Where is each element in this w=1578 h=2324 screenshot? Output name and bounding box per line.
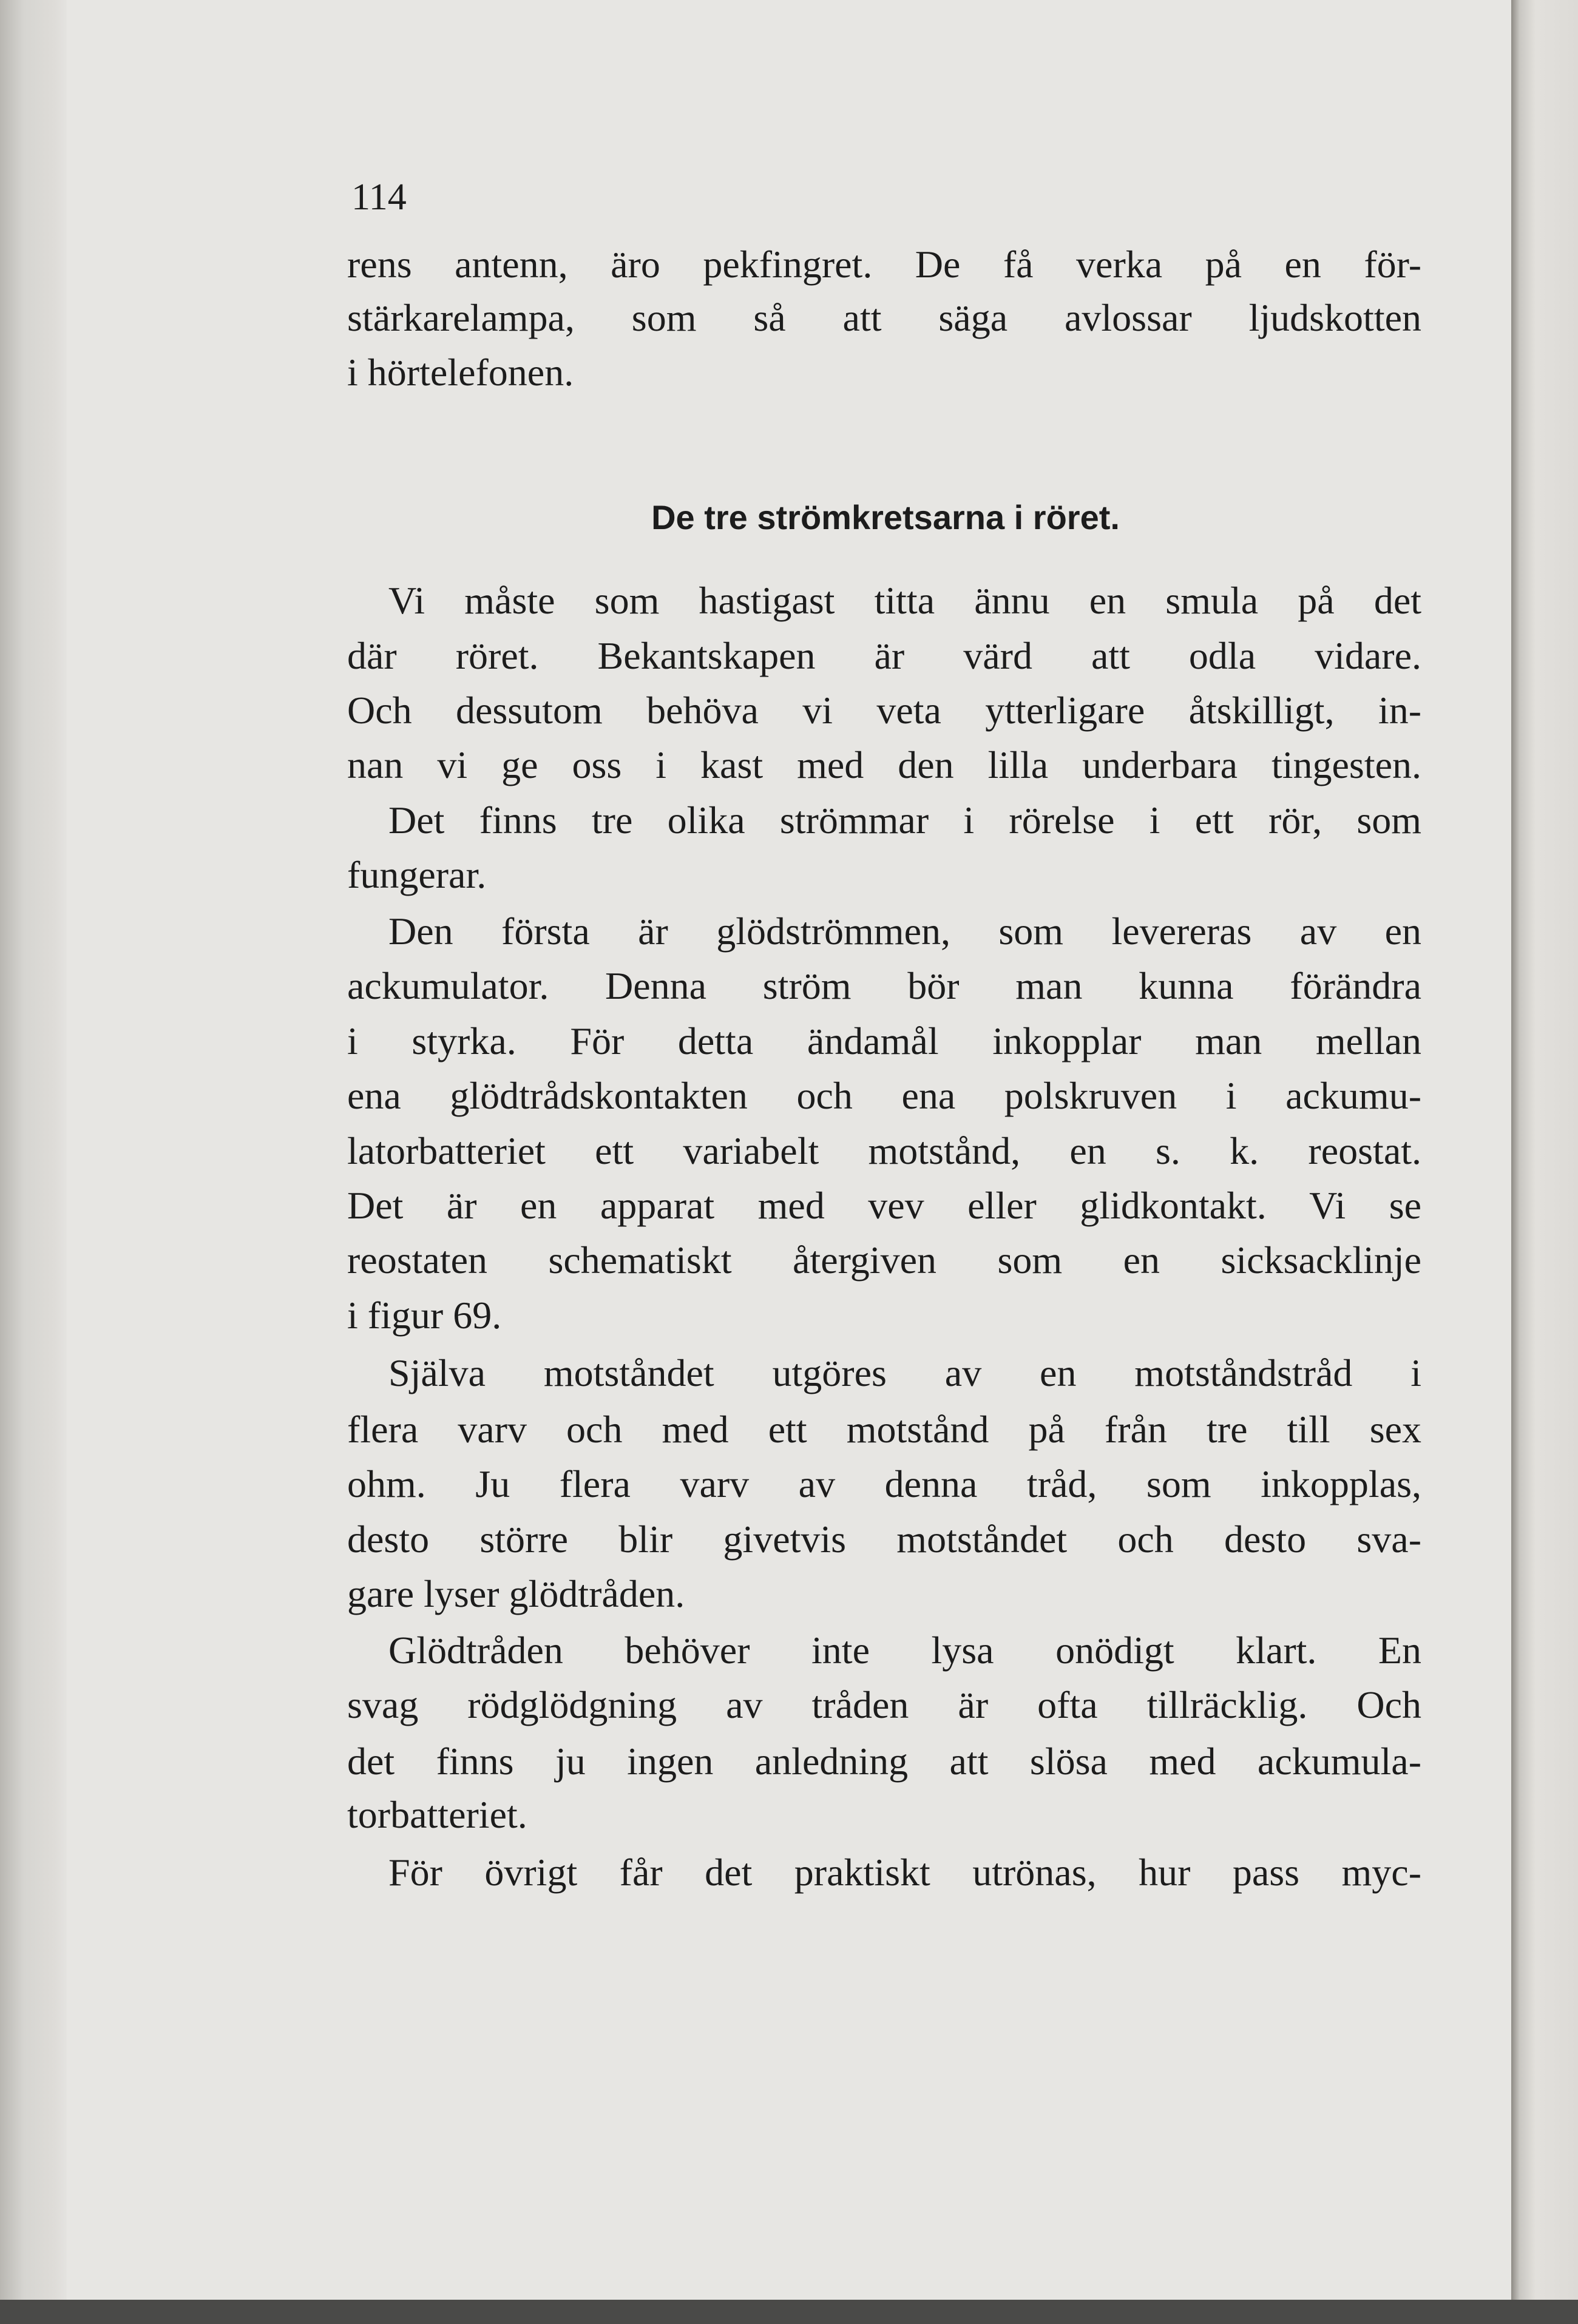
text-line: desto större blir givetvis motståndet och desto sva- <box>347 1517 1421 1561</box>
text-line: Glödtråden behöver inte lysa onödigt klart. En <box>388 1628 1421 1672</box>
text-line: där röret. Bekantskapen är värd att odla vidare. <box>347 633 1421 677</box>
text-line: För övrigt får det praktiskt utrönas, hur pass myc- <box>388 1851 1421 1894</box>
text-line: i hörtelefonen. <box>347 351 574 394</box>
text-line: torbatteriet. <box>347 1793 527 1837</box>
text-line: ackumulator. Denna ström bör man kunna förändra <box>347 964 1421 1008</box>
page-number: 114 <box>351 177 407 218</box>
text-line: reostaten schematiskt återgiven som en sicksacklinje <box>347 1238 1421 1282</box>
text-line: Det finns tre olika strömmar i rörelse i ett rör, som <box>388 798 1421 842</box>
text-line: svag rödglödgning av tråden är ofta tillräcklig. Och <box>347 1683 1421 1727</box>
text-line: latorbatteriet ett variabelt motstånd, en s. k. reostat. <box>347 1129 1421 1172</box>
scan-background <box>0 2300 1578 2324</box>
text-line: rens antenn, äro pekfingret. De få verka på en för- <box>347 242 1421 286</box>
text-line: Själva motståndet utgöres av en motståndstråd i <box>388 1351 1421 1395</box>
text-line: gare lyser glödtråden. <box>347 1572 685 1616</box>
text-line: ohm. Ju flera varv av denna tråd, som inkopplas, <box>347 1462 1421 1506</box>
text-line: i figur 69. <box>347 1293 502 1337</box>
text-line: flera varv och med ett motstånd på från tre till sex <box>347 1407 1421 1451</box>
text-line: det finns ju ingen anledning att slösa med ackumula- <box>347 1740 1421 1783</box>
text-line: Den första är glödströmmen, som levereras av en <box>388 910 1421 953</box>
book-gutter <box>0 0 67 2324</box>
text-line: Det är en apparat med vev eller glidkontakt. Vi se <box>347 1184 1421 1228</box>
text-line: nan vi ge oss i kast med den lilla underbara tingesten. <box>347 743 1421 787</box>
text-line: Vi måste som hastigast titta ännu en smula på det <box>388 579 1421 623</box>
text-line: i styrka. För detta ändamål inkopplar man mellan <box>347 1019 1421 1062</box>
section-heading: De tre strömkretsarna i röret. <box>651 498 1120 536</box>
text-line: fungerar. <box>347 853 487 897</box>
text-line: ena glödtrådskontakten och ena polskruven i ackumu- <box>347 1074 1421 1118</box>
text-line: Och dessutom behöva vi veta ytterligare åtskilligt, in- <box>347 689 1421 732</box>
text-line: stärkarelampa, som så att säga avlossar ljudskotten <box>347 296 1421 339</box>
next-page-edge <box>1511 0 1578 2324</box>
